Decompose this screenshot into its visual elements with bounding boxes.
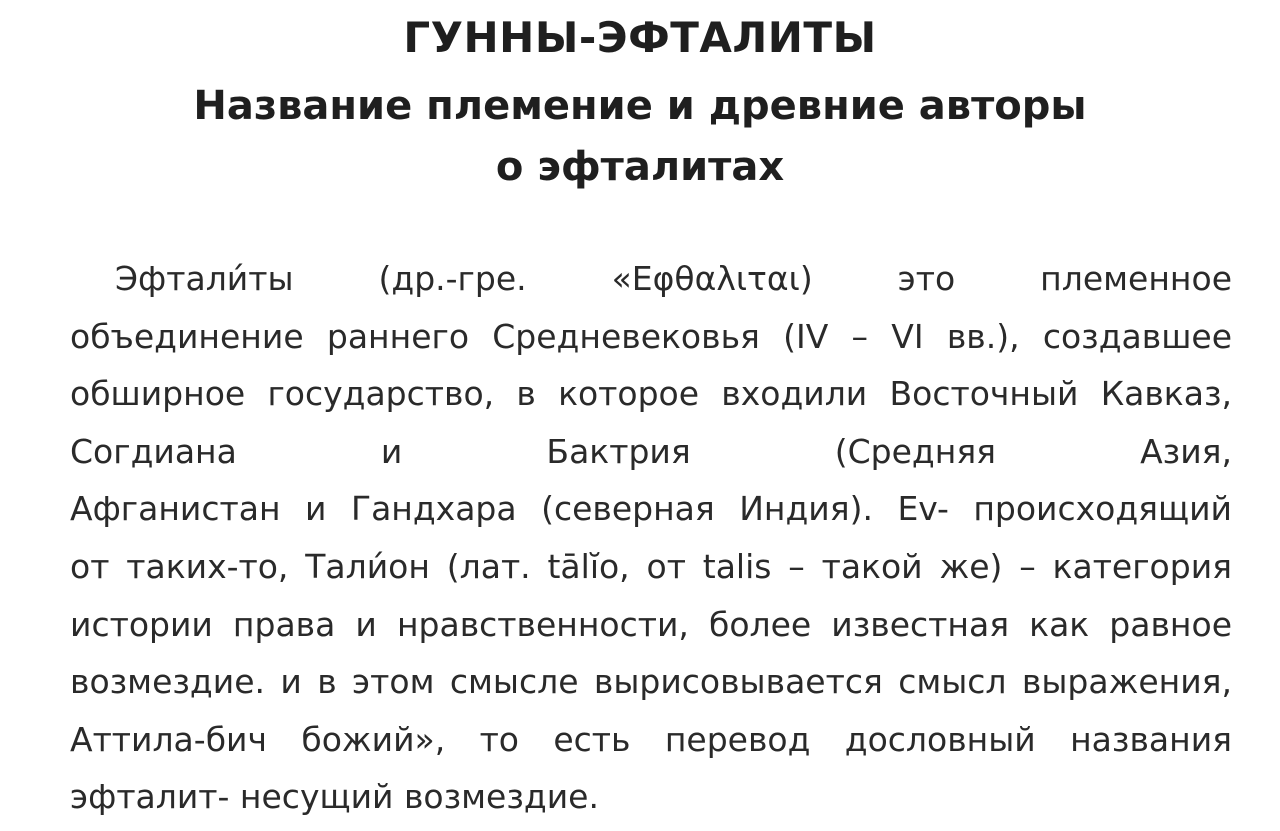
paragraph-line: Согдиана и Бактрия (Средняя Азия, (70, 431, 1232, 471)
subtitle-line: Название племение и древние авторы (193, 83, 1087, 129)
paragraph-line: истории права и нравственности, более известная как равное (70, 604, 1232, 644)
paragraph-line: Аттила-бич божий», то есть перевод дословный названия (70, 719, 1232, 759)
paragraph-line: эфталит- несущий возмездие. (70, 777, 599, 817)
body-paragraph (70, 250, 1232, 826)
paragraph-line: Афганистан и Гандхара (северная Индия). Ev- происходящий (70, 489, 1232, 529)
document-title: ГУННЫ-ЭФТАЛИТЫ (403, 13, 877, 62)
paragraph-line: возмездие. и в этом смысле вырисовывается смысл выражения, (70, 662, 1232, 702)
paragraph-line: обширное государство, в которое входили Восточный Кавказ, (70, 374, 1232, 414)
paragraph-line: объединение раннего Средневековья (IV – VI вв.), создавшее (70, 316, 1232, 356)
document-subtitle (0, 76, 1280, 198)
paragraph-line: от таких-то, Тали́он (лат. tālĭo, от talis – такой же) – категория (70, 546, 1232, 586)
subtitle-line: о эфталитах (495, 144, 785, 190)
paragraph-line: Эфтали́ты (др.-гре. «Εφθαλιται) это племенное (115, 259, 1232, 298)
